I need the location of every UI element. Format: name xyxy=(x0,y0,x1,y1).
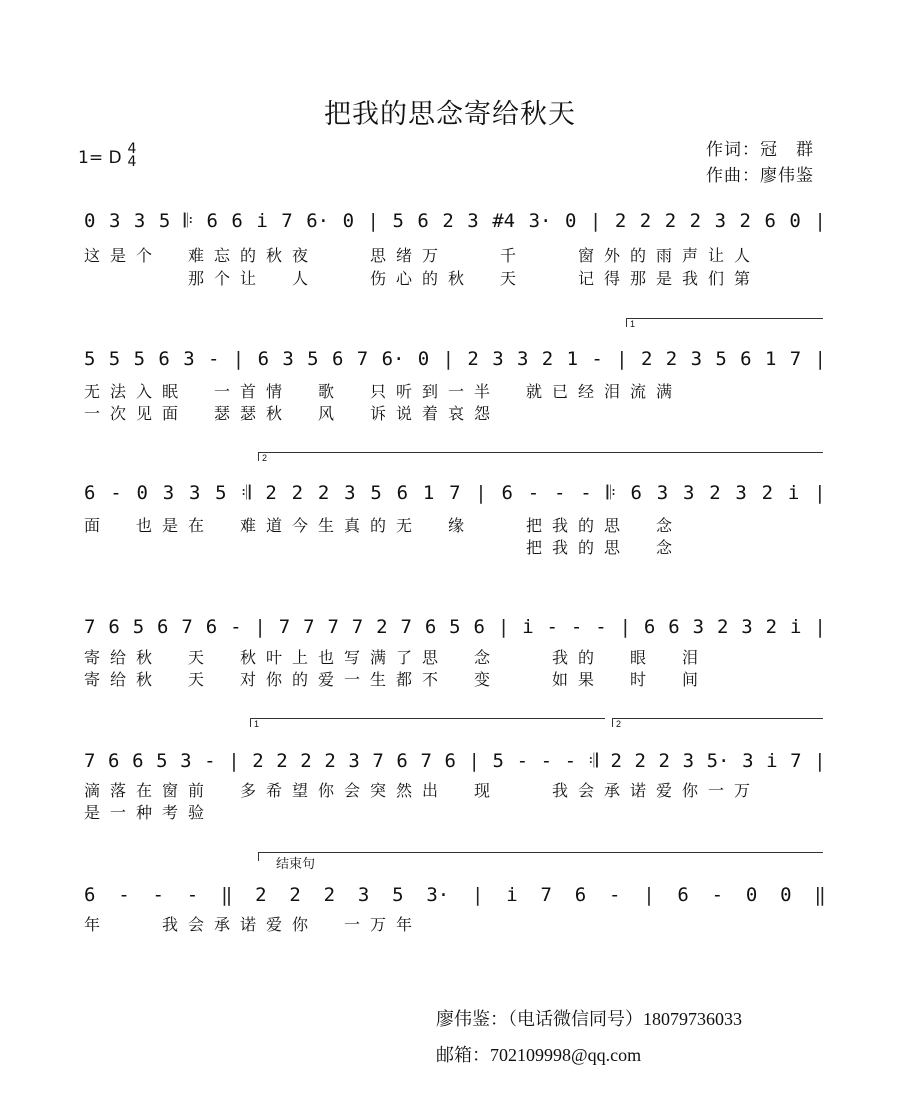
note: 3 xyxy=(735,482,747,504)
note: 3 xyxy=(183,348,195,370)
note: 2 xyxy=(765,616,778,638)
note: 2 xyxy=(716,616,729,638)
note: 3 xyxy=(656,482,669,504)
note: 6 xyxy=(677,884,689,906)
bar-line: | xyxy=(619,616,632,638)
note: - xyxy=(118,884,130,906)
bar-line: 𝄇 xyxy=(241,482,251,504)
note: - xyxy=(564,750,577,772)
score-row-1 xyxy=(84,202,826,232)
bar-line: | xyxy=(228,750,240,772)
bar-line: | xyxy=(367,210,379,232)
bar-line: ‖ xyxy=(220,884,233,906)
note: 3 xyxy=(348,750,360,772)
bar-line: 𝄇 xyxy=(588,750,598,772)
note: 2 xyxy=(255,884,267,906)
note: 6 xyxy=(331,348,344,370)
note: 2 xyxy=(634,750,646,772)
email-line: 邮箱：702109998@qq.com xyxy=(436,1045,642,1065)
note: 2 xyxy=(739,210,751,232)
bar-line: | xyxy=(254,616,266,638)
note: 6 xyxy=(231,210,243,232)
note: 0 xyxy=(745,884,758,906)
bar-line: | xyxy=(814,616,826,638)
note: 0 xyxy=(789,210,801,232)
bar-line: ‖ xyxy=(814,884,826,906)
lyric-line-5a: 滴落在窗前 多希望你会突然出 现 我会承诺爱你一万 xyxy=(84,781,761,800)
volta-bracket: 2 xyxy=(612,718,823,727)
note: 6 xyxy=(396,482,409,504)
lyric-line-4b: 寄给秋 天 对你的爱一生都不 变 如果 时 间 xyxy=(84,670,709,689)
note: 6 xyxy=(108,750,120,772)
lyric-line-2a: 无法入眠 一首情 歌 只听到一半 就已经泪流满 xyxy=(84,382,683,401)
note: i xyxy=(522,616,534,638)
note: 7 xyxy=(356,348,369,370)
bar-line: | xyxy=(472,884,484,906)
note: 6 xyxy=(205,616,218,638)
note: 7 xyxy=(303,616,315,638)
note: 0 xyxy=(342,210,355,232)
lyric-line-4a: 寄给秋 天 秋叶上也写满了思 念 我的 眼 泪 xyxy=(84,648,709,667)
lyric-line-5b: 是一种考验 xyxy=(84,803,215,822)
bar-line: | xyxy=(589,210,602,232)
note: 0 xyxy=(417,348,430,370)
note: 6 xyxy=(396,750,408,772)
note: 1 xyxy=(422,482,435,504)
note: 5 xyxy=(715,348,727,370)
bar-line: 𝄆 xyxy=(183,210,193,232)
note: 2 xyxy=(276,750,288,772)
note: 5 xyxy=(133,348,146,370)
note: 6 xyxy=(257,348,270,370)
note: 5 xyxy=(108,348,121,370)
note: 2 xyxy=(761,482,774,504)
note: 3 xyxy=(682,750,695,772)
note: - xyxy=(580,482,592,504)
note: - xyxy=(230,616,242,638)
note: 2 xyxy=(442,210,454,232)
note: 6 xyxy=(764,210,776,232)
note: 2 xyxy=(376,616,388,638)
score-row-6 xyxy=(84,876,826,906)
note: 1 xyxy=(566,348,579,370)
note: 6 xyxy=(84,482,96,504)
bar-line: | xyxy=(814,482,826,504)
note: 0 xyxy=(84,210,96,232)
note: 6 xyxy=(108,616,120,638)
note: 7 xyxy=(400,616,412,638)
ending-label: 结束句 xyxy=(276,857,316,872)
note: 3 xyxy=(344,482,356,504)
note: 3 xyxy=(467,210,479,232)
note: 6 xyxy=(157,616,169,638)
note: 2 xyxy=(252,750,264,772)
note: i xyxy=(787,482,800,504)
note: 3 xyxy=(692,616,705,638)
note: 5 xyxy=(449,616,461,638)
score-row-4 xyxy=(84,608,826,638)
note: 5 xyxy=(156,750,168,772)
note: 7 xyxy=(372,750,384,772)
composer: 作曲：廖伟鉴 xyxy=(706,166,814,186)
note: 7 xyxy=(281,210,293,232)
note: 7 xyxy=(327,616,339,638)
note: 2 xyxy=(467,348,479,370)
bar-line: | xyxy=(468,750,480,772)
bar-line: | xyxy=(616,348,628,370)
bar-line: 𝄆 xyxy=(606,482,616,504)
contact-line: 廖伟鉴：（电话微信同号）18079736033 xyxy=(436,1009,742,1029)
lyric-line-2b: 一次见面 瑟瑟秋 风 诉说着哀怨 xyxy=(84,404,501,423)
bar-line: | xyxy=(814,750,826,772)
note: 6 xyxy=(501,482,513,504)
lyric-line-1b: 那个让 人 伤心的秋 天 记得那是我们第 xyxy=(84,269,761,288)
note: 6 xyxy=(206,210,218,232)
note: #4 xyxy=(492,210,516,232)
note: - xyxy=(204,750,216,772)
note: 6 xyxy=(668,616,680,638)
note: - xyxy=(152,884,164,906)
note: 5 xyxy=(392,210,404,232)
note: 2 xyxy=(541,348,554,370)
volta-bracket: 1 xyxy=(626,318,823,327)
note: - xyxy=(540,750,553,772)
note: 7 xyxy=(449,482,461,504)
note: 6 xyxy=(630,482,642,504)
ending-bracket xyxy=(258,852,823,861)
note: 6 xyxy=(84,884,96,906)
note: - xyxy=(595,616,607,638)
note: 5 xyxy=(307,348,319,370)
note: 7 xyxy=(351,616,364,638)
key-signature: 1= D xyxy=(78,148,122,168)
note: 6 xyxy=(158,348,170,370)
note: 3· xyxy=(528,210,552,232)
note: 3 xyxy=(188,482,201,504)
note: 5 xyxy=(492,750,504,772)
note: 3 xyxy=(180,750,192,772)
note: 6 xyxy=(132,750,144,772)
note: - xyxy=(711,884,724,906)
note: 2 xyxy=(289,884,301,906)
score-row-2 xyxy=(84,340,826,370)
note: - xyxy=(207,348,220,370)
note: 2 xyxy=(317,482,330,504)
note: 7 xyxy=(420,750,432,772)
volta-bracket: 1 xyxy=(250,718,605,727)
note: 6 xyxy=(643,616,656,638)
bar-line: | xyxy=(442,348,455,370)
note: 7 xyxy=(540,884,552,906)
note: - xyxy=(516,750,529,772)
lyricist: 作词：冠 群 xyxy=(706,140,814,160)
note: 5 xyxy=(392,884,404,906)
note: 6 xyxy=(473,616,485,638)
note: - xyxy=(591,348,603,370)
bar-line: | xyxy=(814,210,826,232)
note: - xyxy=(110,482,122,504)
note: 2 xyxy=(640,348,653,370)
note: - xyxy=(546,616,558,638)
note: 1 xyxy=(764,348,777,370)
note: 6· xyxy=(306,210,330,232)
bar-line: | xyxy=(475,482,487,504)
meter-top: 4 xyxy=(127,141,137,157)
bar-line: | xyxy=(643,884,655,906)
lyric-line-3b: 把我的思 念 xyxy=(84,538,683,557)
note: i xyxy=(789,616,802,638)
score-row-3 xyxy=(84,474,826,504)
bar-line: | xyxy=(814,348,826,370)
note: 3 xyxy=(108,210,121,232)
note: 2 xyxy=(323,884,336,906)
bar-line: | xyxy=(497,616,510,638)
note: 2 xyxy=(610,750,622,772)
note: i xyxy=(256,210,268,232)
note: - xyxy=(570,616,583,638)
lyric-line-6a: 年 我会承诺爱你 一万年 xyxy=(84,915,423,934)
note: 0 xyxy=(136,482,148,504)
bar-line: | xyxy=(232,348,245,370)
note: 7 xyxy=(181,616,193,638)
note: 2 xyxy=(665,348,678,370)
note: 5 xyxy=(215,482,227,504)
note: 3 xyxy=(690,348,703,370)
note: 3 xyxy=(516,348,529,370)
note: 7 xyxy=(789,348,802,370)
note: 3 xyxy=(682,482,695,504)
note: 5 xyxy=(132,616,145,638)
note: 2 xyxy=(689,210,702,232)
score-row-5 xyxy=(84,742,826,772)
note: 6 xyxy=(424,616,437,638)
note: 2 xyxy=(324,750,336,772)
note: 6 xyxy=(574,884,587,906)
note: 6· xyxy=(381,348,405,370)
note: i xyxy=(766,750,778,772)
note: - xyxy=(608,884,621,906)
note: 2 xyxy=(664,210,677,232)
note: - xyxy=(186,884,199,906)
note: 5 xyxy=(158,210,171,232)
note: 0 xyxy=(780,884,792,906)
note: 5 xyxy=(370,482,382,504)
note: 7 xyxy=(790,750,802,772)
page-title: 把我的思念寄给秋天 xyxy=(324,99,576,130)
note: - xyxy=(527,482,540,504)
note: 6 xyxy=(444,750,456,772)
time-signature xyxy=(126,143,138,169)
note: 6 xyxy=(417,210,429,232)
note: 2 xyxy=(658,750,670,772)
note: 0 xyxy=(564,210,577,232)
note: i xyxy=(506,884,518,906)
note: 3 xyxy=(741,616,753,638)
note: 3 xyxy=(492,348,504,370)
note: 2 xyxy=(709,482,721,504)
meter-bottom: 4 xyxy=(127,154,137,170)
note: 3 xyxy=(162,482,175,504)
lyric-line-3a: 面 也是在 难道今生真的无 缘 把我的思 念 xyxy=(84,516,683,535)
note: 3 xyxy=(714,210,727,232)
note: 3 xyxy=(133,210,146,232)
note: 2 xyxy=(300,750,312,772)
note: 7 xyxy=(84,750,96,772)
lyric-line-1a: 这是个 难忘的秋夜 思绪万 千 窗外的雨声让人 xyxy=(84,246,761,265)
note: 2 xyxy=(639,210,652,232)
note: 6 xyxy=(740,348,752,370)
note: 2 xyxy=(265,482,277,504)
note: 3 xyxy=(282,348,294,370)
note: 2 xyxy=(614,210,627,232)
note: 5· xyxy=(706,750,730,772)
volta-bracket: 2 xyxy=(258,452,823,461)
note: 7 xyxy=(84,616,96,638)
note: 3 xyxy=(742,750,754,772)
note: 3 xyxy=(357,884,370,906)
note: 2 xyxy=(291,482,304,504)
note: 5 xyxy=(84,348,96,370)
note: 3· xyxy=(426,884,450,906)
note: 7 xyxy=(278,616,291,638)
note: - xyxy=(554,482,566,504)
